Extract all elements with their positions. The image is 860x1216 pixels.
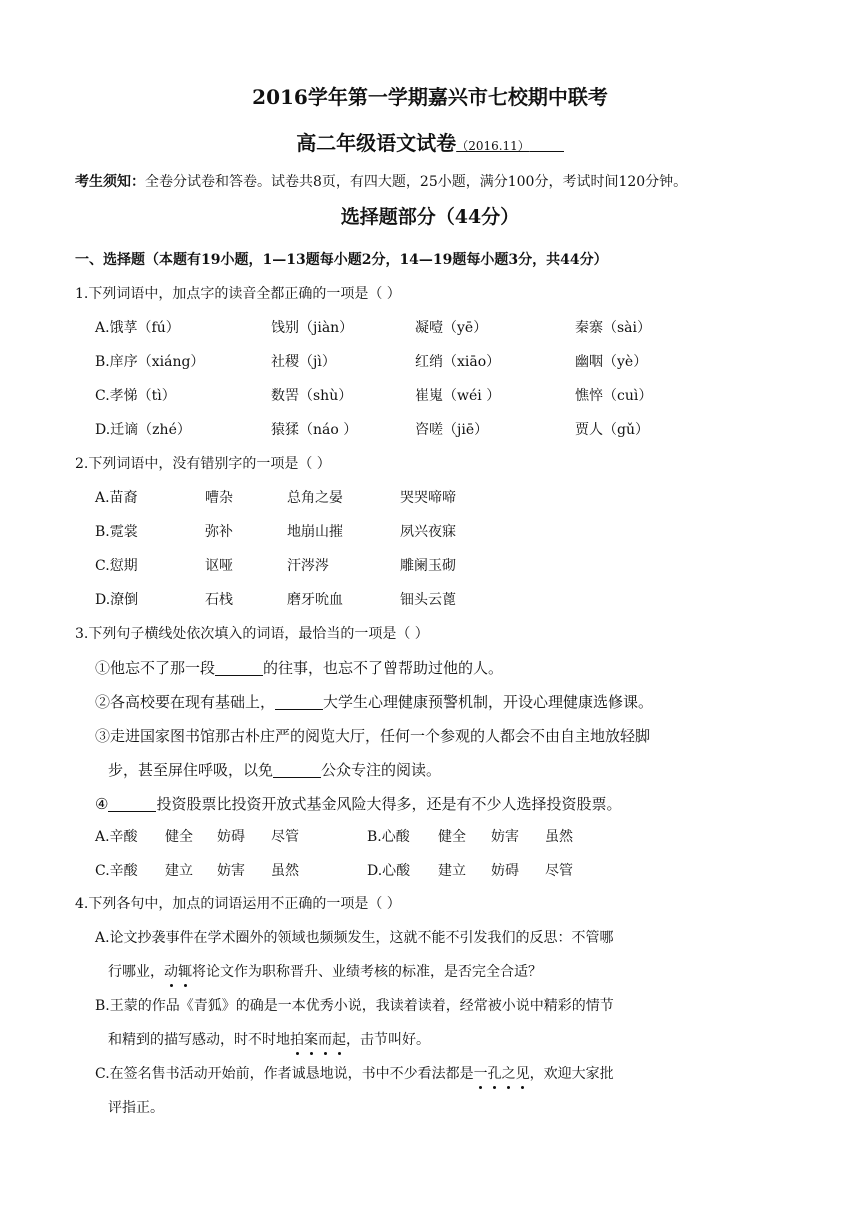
q2-b-1: B.霓裳 <box>95 524 138 540</box>
q3-b-4: 虽然 <box>545 829 573 845</box>
exam-subtitle <box>0 130 860 159</box>
q4-b-text: 和精到的描写感动，时不时地 <box>108 1032 290 1048</box>
q3-sentence-1 <box>95 658 503 678</box>
dotted-char: 孔 <box>487 1066 502 1082</box>
fill-blank <box>273 763 321 778</box>
dotted-char: 起 <box>332 1032 346 1048</box>
q3-b-2: 健全 <box>438 829 466 845</box>
q3-s3-part-c: 公众专注的阅读。 <box>321 761 442 779</box>
q2-c-2: 讴哑 <box>205 558 233 574</box>
q3-s4-part-b: 投资股票比投资开放式基金风险大得多，还是有不少人选择投资股票。 <box>156 795 622 813</box>
q4-a-text: 将论文作为职称晋升、业绩考核的标准，是否完全合适？ <box>192 964 542 980</box>
question-4-stem: 4.下列各句中，加点的词语运用不正确的一项是（ ） <box>75 896 401 912</box>
date-underline <box>530 151 564 152</box>
q1-a-4: 秦寨（sài） <box>575 320 652 336</box>
q1-b-2: 社稷（jì） <box>271 354 336 370</box>
q2-a-3: 总角之晏 <box>287 490 343 506</box>
q2-a-2: 嘈杂 <box>205 490 233 506</box>
q3-a-1: A.辛酸 <box>95 829 138 845</box>
dotted-char: 之 <box>501 1066 516 1082</box>
q4-option-b-cont <box>108 1030 430 1050</box>
fill-blank <box>108 797 156 812</box>
q3-s3-part-b: 步，甚至屏住呼吸，以免 <box>108 761 274 779</box>
q1-d-3: 咨嗟（jiē） <box>415 422 489 438</box>
q3-s2-part-b: 大学生心理健康预警机制，开设心理健康选修课。 <box>323 693 654 711</box>
dotted-char: 案 <box>304 1032 318 1048</box>
fill-blank <box>215 661 263 676</box>
q1-b-3: 红绡（xiāo） <box>415 354 501 370</box>
q2-b-2: 弥补 <box>205 524 233 540</box>
q1-d-2: 猿猱（náo ） <box>271 422 358 438</box>
q4-option-a-cont <box>108 962 542 982</box>
q1-c-4: 憔悴（cuì） <box>575 388 653 404</box>
q1-c-2: 数罟（shù） <box>271 388 353 404</box>
q3-d-3: 妨碍 <box>491 863 519 879</box>
q2-c-1: C.愆期 <box>95 558 138 574</box>
q3-sentence-4 <box>95 794 621 814</box>
q2-c-3: 汗涔涔 <box>287 558 329 574</box>
q4-c-text: ，欢迎大家批 <box>529 1066 614 1082</box>
q3-c-4: 虽然 <box>271 863 299 879</box>
q1-d-4: 贾人（gǔ） <box>575 422 649 438</box>
notice-text: 全卷分试卷和答卷。试卷共8页，有四大题，25小题，满分100分，考试时间120分钟。 <box>145 174 688 190</box>
dotted-char: 而 <box>318 1032 332 1048</box>
dotted-char: 见 <box>515 1066 530 1082</box>
q2-d-1: D.潦倒 <box>95 592 139 608</box>
exam-title: 2016学年第一学期嘉兴市七校期中联考 <box>252 85 608 109</box>
q3-a-2: 健全 <box>165 829 193 845</box>
notice-label: 考生须知： <box>75 174 145 190</box>
q3-sentence-2 <box>95 692 653 712</box>
dotted-char: 一 <box>473 1066 488 1082</box>
part-one-heading: 一、选择题（本题有19小题，1—13题每小题2分，14—19题每小题3分，共44分） <box>75 252 608 268</box>
q3-c-3: 妨害 <box>217 863 245 879</box>
exam-date: （2016.11） <box>456 139 530 153</box>
question-2-stem: 2.下列词语中，没有错别字的一项是（ ） <box>75 456 331 472</box>
q3-b-1: B.心酸 <box>367 829 410 845</box>
fill-blank <box>275 695 323 710</box>
q3-d-4: 尽管 <box>545 863 573 879</box>
question-1-stem: 1.下列词语中，加点字的读音全都正确的一项是（ ） <box>75 286 401 302</box>
q2-a-4: 哭哭啼啼 <box>400 490 456 506</box>
q3-d-1: D.心酸 <box>367 863 411 879</box>
q4-option-b: B.王蒙的作品《青狐》的确是一本优秀小说，我读着读着，经常被小说中精彩的情节 <box>95 998 614 1014</box>
q4-b-text: ，击节叫好。 <box>346 1032 430 1048</box>
q1-a-3: 凝噎（yē） <box>415 320 488 336</box>
q1-c-3: 崔嵬（wéi ） <box>415 388 501 404</box>
q3-s4-part-a: ④ <box>95 795 109 813</box>
q3-s1-part-a: ①他忘不了那一段 <box>95 659 216 677</box>
q3-sentence-3: ③走进国家图书馆那古朴庄严的阅览大厅，任何一个参观的人都会不由自主地放轻脚 <box>95 727 651 745</box>
section-title: 选择题部分（44分） <box>340 206 520 228</box>
subtitle-text: 高二年级语文试卷 <box>296 131 457 155</box>
q3-d-2: 建立 <box>438 863 466 879</box>
q4-option-c <box>95 1064 614 1084</box>
q2-c-4: 雕阑玉砌 <box>400 558 456 574</box>
q4-option-c-cont: 评指正。 <box>108 1100 164 1116</box>
q4-option-a: A.论文抄袭事件在学术圈外的领域也频频发生，这就不能不引发我们的反思：不管哪 <box>95 930 614 946</box>
q2-d-2: 石栈 <box>205 592 233 608</box>
q3-sentence-3-cont <box>108 760 441 780</box>
q3-c-1: C.辛酸 <box>95 863 138 879</box>
q3-s2-part-a: ②各高校要在现有基础上， <box>95 693 276 711</box>
question-3-stem: 3.下列句子横线处依次填入的词语，最恰当的一项是（ ） <box>75 626 429 642</box>
q4-a-text: 行哪业， <box>108 964 164 980</box>
q1-b-1: B.庠序（xiáng） <box>95 354 205 370</box>
dotted-char: 拍 <box>290 1032 304 1048</box>
exam-notice <box>75 172 687 192</box>
q2-a-1: A.苗裔 <box>95 490 138 506</box>
q1-b-4: 幽咽（yè） <box>575 354 648 370</box>
q2-b-4: 夙兴夜寐 <box>400 524 456 540</box>
q1-d-1: D.迁谪（zhé） <box>95 422 191 438</box>
q1-a-1: A.饿莩（fú） <box>95 320 180 336</box>
q1-a-2: 饯别（jiàn） <box>271 320 354 336</box>
q4-c-text: C.在签名售书活动开始前，作者诚恳地说，书中不少看法都是 <box>95 1066 474 1082</box>
q3-a-4: 尽管 <box>271 829 299 845</box>
q3-b-3: 妨害 <box>491 829 519 845</box>
q3-a-3: 妨碍 <box>217 829 245 845</box>
dotted-char: 动 <box>164 964 178 980</box>
q2-b-3: 地崩山摧 <box>287 524 343 540</box>
q2-d-3: 磨牙吮血 <box>287 592 343 608</box>
q1-c-1: C.孝悌（tì） <box>95 388 176 404</box>
q2-d-4: 钿头云蓖 <box>400 592 456 608</box>
q3-s1-part-b: 的往事，也忘不了曾帮助过他的人。 <box>263 659 504 677</box>
q3-c-2: 建立 <box>165 863 193 879</box>
dotted-char: 辄 <box>178 964 192 980</box>
